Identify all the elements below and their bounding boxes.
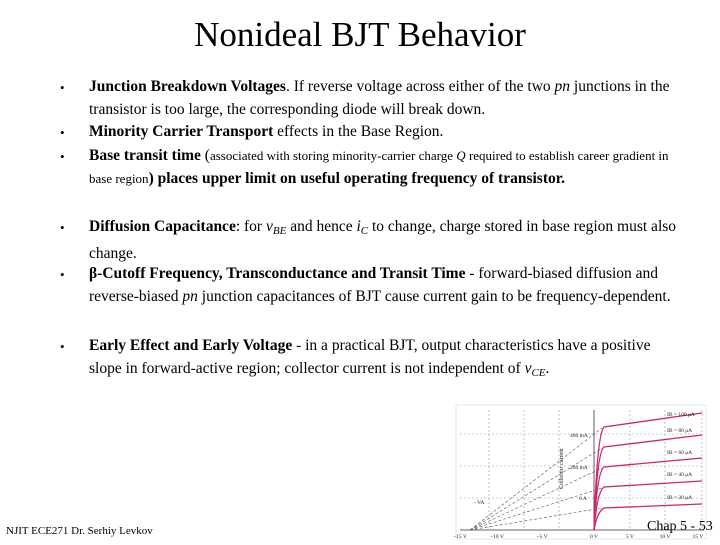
var-subscript: BE: [272, 225, 287, 237]
bullet-heading: Junction Breakdown Voltages: [89, 78, 286, 95]
y-tick-label: 400 mA: [570, 433, 588, 439]
var-symbol: i: [356, 218, 361, 235]
bullet-body: effects in the Base Region.: [273, 123, 444, 140]
y-tick-label: 0 A: [579, 496, 587, 502]
bullet-text: [89, 121, 679, 144]
y-axis-label: Collector current: [559, 448, 565, 489]
bullet-dot: •: [60, 149, 65, 164]
bullet-dot: •: [60, 80, 65, 95]
bullet-text: [89, 216, 679, 265]
bullet-body: ) places upper limit on useful operating frequency of transistor.: [148, 169, 566, 187]
bullet-italic: pn: [554, 78, 571, 95]
bullet-heading: Early Effect and Early Voltage: [89, 337, 293, 354]
x-tick-label: 10 V: [659, 534, 671, 540]
curve-label: IB = 20 μA: [667, 495, 693, 501]
slide-title: Nonideal BJT Behavior: [194, 15, 526, 54]
bullet-body: junctions in the transistor is too large, the corresponding diode will break down.: [89, 78, 670, 118]
bullet-small: required to establish career gradient in base region: [89, 148, 669, 186]
bullet-text: [89, 335, 679, 384]
bullet-text: [89, 76, 679, 121]
early-voltage-label: −VA: [474, 500, 485, 506]
bullet-body: .: [545, 359, 550, 377]
bullet-body: : for: [235, 218, 266, 235]
x-tick-label: −5 V: [536, 534, 548, 540]
curve-label: IB = 60 μA: [667, 450, 693, 456]
bullet-text: [89, 263, 679, 308]
bullet-body: - forward-biased diffusion and reverse-biased: [89, 265, 659, 305]
bullet-dot: •: [60, 339, 65, 354]
var-symbol: v: [524, 359, 532, 377]
bullet-small-italic: Q: [456, 148, 466, 163]
var-subscript: CE: [531, 366, 546, 379]
bullet-body: to change, charge stored in base region must also change.: [89, 218, 677, 262]
bullet-dot: •: [60, 267, 65, 282]
bullet-body: and hence: [286, 218, 357, 235]
bullet-dot: •: [60, 220, 65, 235]
var-subscript: C: [360, 225, 369, 237]
bullet-text: [89, 145, 679, 190]
x-tick-label: −15 V: [453, 534, 467, 540]
x-tick-label: 5 V: [626, 534, 634, 540]
footer-course-info: NJIT ECE271 Dr. Serhiy Levkov: [6, 525, 153, 537]
bullet-body: (: [200, 147, 210, 164]
curve-label: IB = 40 μA: [667, 472, 693, 478]
bullet-small: associated with storing minority-carrier charge: [209, 148, 457, 163]
bullet-body: . If reverse voltage across either of the two: [285, 78, 555, 95]
bullet-body: junction capacitances of BJT cause current gain to be frequency-dependent.: [197, 287, 671, 305]
x-tick-label: 0 V: [590, 534, 598, 540]
bullet-dot: •: [60, 125, 65, 140]
bullet-heading: Diffusion Capacitance: [89, 218, 236, 235]
bullet-heading: Minority Carrier Transport: [89, 123, 274, 140]
footer-page-number: Chap 5 - 53: [647, 519, 713, 534]
y-tick-label: 200 mA: [570, 465, 588, 471]
bullet-body: - in a practical BJT, output characteristics have a positive slope in forward-active region; collector current is not independent of: [89, 337, 651, 377]
bullet-heading: Base transit time: [89, 147, 201, 164]
var-symbol: v: [265, 218, 273, 235]
x-tick-label: 15 V: [692, 534, 704, 540]
beta-symbol: β: [89, 265, 98, 282]
curve-label: IB = 100 μA: [667, 412, 695, 418]
x-tick-label: −10 V: [490, 534, 504, 540]
bullet-heading: -Cutoff Frequency, Transconductance and Transit Time: [97, 265, 466, 282]
bullet-italic: pn: [182, 287, 198, 305]
curve-label: IB = 80 μA: [667, 428, 693, 434]
